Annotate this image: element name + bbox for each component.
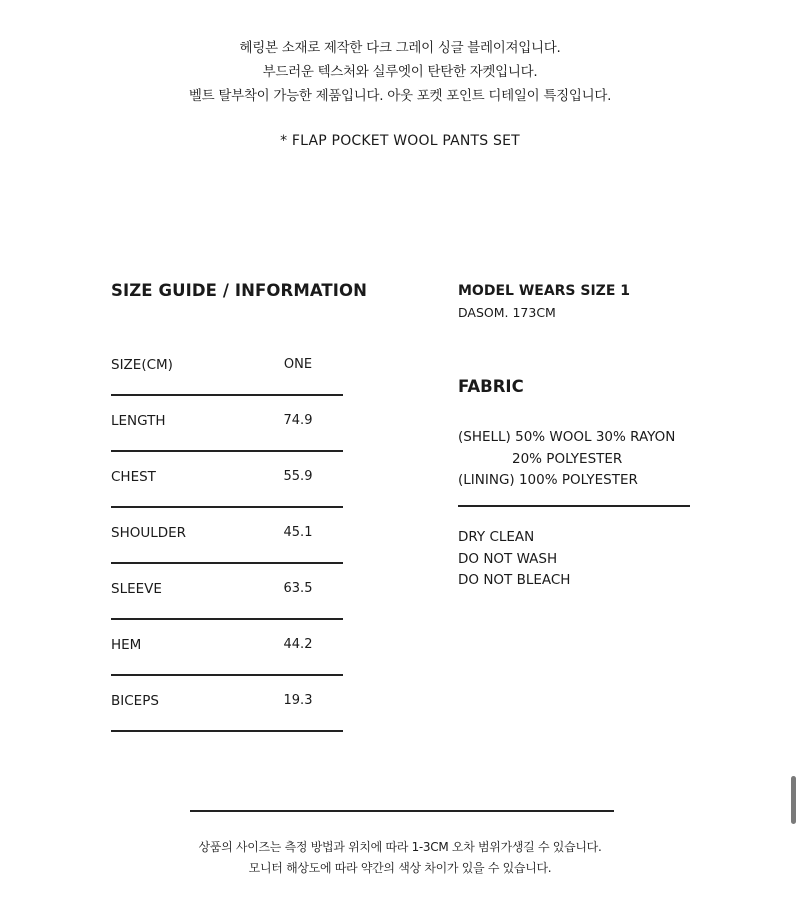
scrollbar[interactable] [791, 776, 796, 824]
description-line: 벨트 탈부착이 가능한 제품입니다. 아웃 포켓 포인트 디테일이 특징입니다. [188, 88, 612, 104]
measure-value: 45.1 [283, 525, 313, 540]
table-row [111, 620, 343, 676]
measure-label: LENGTH [111, 413, 166, 429]
fabric-shell: (SHELL) 50% WOOL 30% RAYON [458, 429, 676, 445]
description-line: 헤링본 소재로 제작한 다크 그레이 싱글 블레이져입니다. [239, 40, 561, 56]
care-instructions [458, 527, 570, 592]
model-size-title: MODEL WEARS SIZE 1 [458, 283, 631, 299]
footer-line: 상품의 사이즈는 측정 방법과 위치에 따라 1-3CM 오차 범위가생길 수 있습니다. [198, 840, 602, 854]
fabric-title: FABRIC [458, 377, 524, 396]
measure-value: 74.9 [283, 413, 313, 428]
measure-value: 55.9 [283, 469, 313, 484]
care-item: DO NOT BLEACH [458, 572, 571, 588]
description-line: 부드러운 텍스처와 실루엣이 탄탄한 자켓입니다. [262, 64, 538, 80]
measure-value: 19.3 [283, 693, 313, 708]
care-item: DRY CLEAN [458, 529, 535, 545]
product-description [0, 36, 800, 108]
fabric-divider [458, 505, 690, 507]
row-divider [111, 730, 343, 732]
size-table-header [111, 340, 343, 396]
fabric-lining: (LINING) 100% POLYESTER [458, 472, 638, 488]
footer-divider [190, 810, 614, 812]
fabric-composition [458, 427, 675, 492]
fabric-shell-continued: 20% POLYESTER [512, 450, 623, 467]
set-note: * FLAP POCKET WOOL PANTS SET [280, 133, 520, 149]
measure-label: SLEEVE [111, 581, 162, 597]
size-guide-title: SIZE GUIDE / INFORMATION [111, 281, 368, 300]
measure-label: BICEPS [111, 693, 159, 709]
model-info: DASOM. 173CM [458, 305, 556, 320]
footer-line: 모니터 해상도에 따라 약간의 색상 차이가 있을 수 있습니다. [248, 861, 552, 875]
measure-label: HEM [111, 637, 142, 653]
table-row [111, 676, 343, 732]
size-header-label: SIZE(CM) [111, 357, 173, 373]
measure-value: 44.2 [283, 637, 313, 652]
measure-value: 63.5 [283, 581, 313, 596]
care-item: DO NOT WASH [458, 550, 558, 567]
measure-label: SHOULDER [111, 525, 187, 541]
size-header-value: ONE [283, 357, 313, 372]
table-row [111, 508, 343, 564]
footer-notice [0, 837, 800, 879]
size-table [111, 340, 343, 732]
table-row [111, 564, 343, 620]
measure-label: CHEST [111, 469, 156, 485]
table-row [111, 452, 343, 508]
table-row [111, 396, 343, 452]
